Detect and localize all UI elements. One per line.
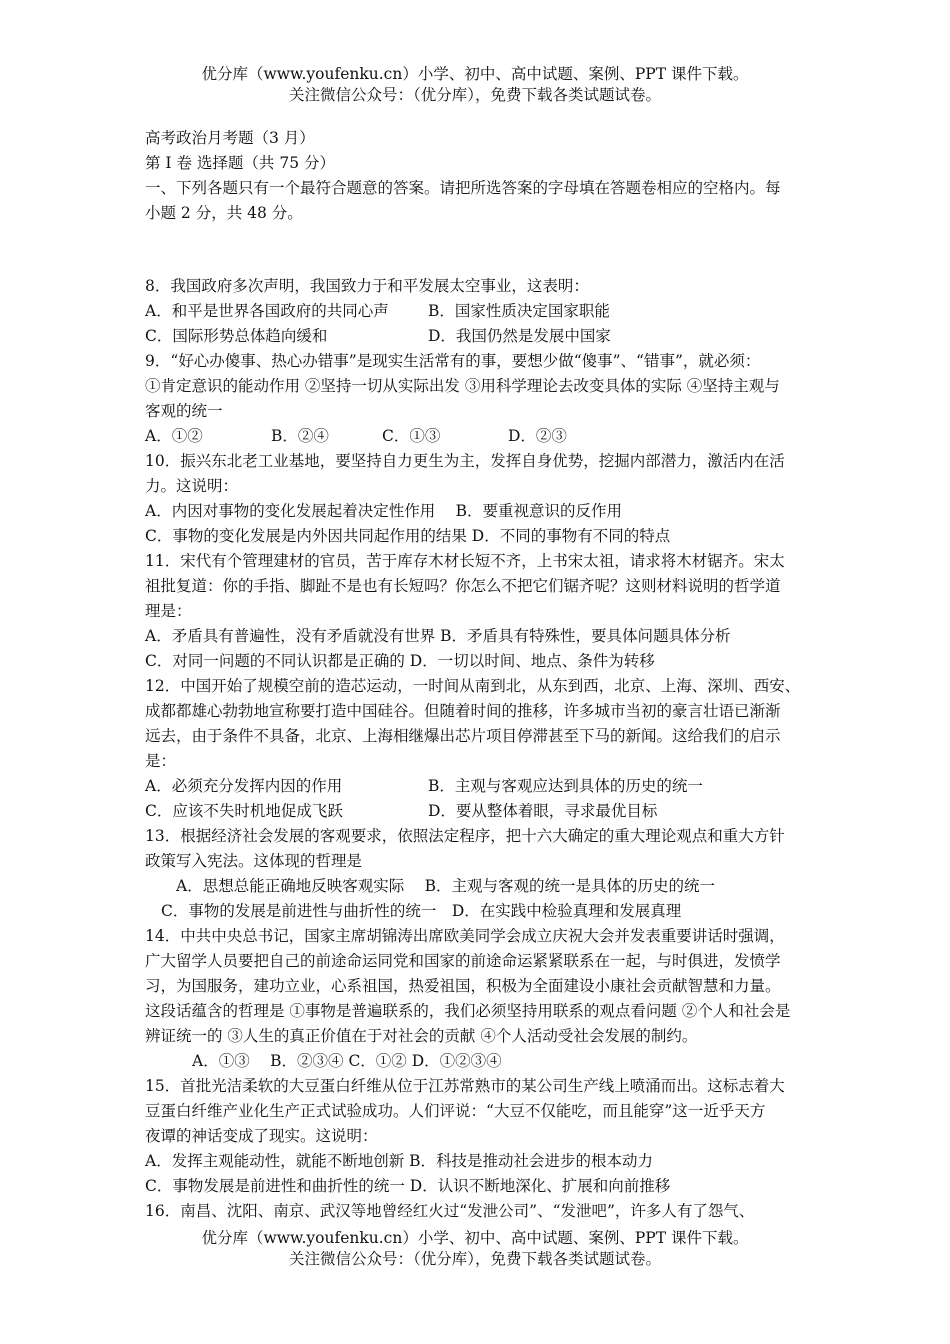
question-9-stem: ①肯定意识的能动作用 ②坚持一切从实际出发 ③用科学理论去改变具体的实际 ④坚持主观与 (145, 377, 780, 395)
question-12-stem: 远去，由于条件不具备，北京、上海相继爆出芯片项目停滞甚至下马的新闻。这给我们的启示 (145, 727, 781, 745)
option-c: C．国际形势总体趋向缓和 (145, 327, 328, 345)
option-b: B．②④ (271, 427, 329, 445)
option-d: D．我国仍然是发展中国家 (428, 327, 611, 345)
question-11-options-ab: A．矛盾具有普遍性，没有矛盾就没有世界 B．矛盾具有特殊性，要具体问题具体分析 (145, 627, 731, 645)
question-14-stem: 这段话蕴含的哲理是 ①事物是普遍联系的，我们必须坚持用联系的观点看问题 ②个人和社会是 (145, 1002, 791, 1020)
question-14-options: A．①③ B．②③④ C．①② D．①②③④ (192, 1052, 502, 1070)
exam-title: 高考政治月考题（3 月） (145, 129, 315, 147)
question-9-options-row (145, 424, 825, 449)
question-15-stem: 15．首批光洁柔软的大豆蛋白纤维从位于江苏常熟市的某公司生产线上喷涌而出。这标志着大 (145, 1077, 785, 1095)
footer-line-1: 优分库（www.youfenku.cn）小学、初中、高中试题、案例、PPT 课件下载。 (201, 1229, 749, 1247)
question-10-options-ab: A．内因对事物的变化发展起着决定性作用 B．要重视意识的反作用 (145, 502, 623, 520)
question-12-stem: 12．中国开始了规模空前的造芯运动，一时间从南到北，从东到西，北京、上海、深圳、西安、 (145, 677, 801, 695)
question-10-options-cd: C．事物的变化发展是内外因共同起作用的结果 D．不同的事物有不同的特点 (145, 527, 671, 545)
question-13-options-cd: C．事物的发展是前进性与曲折性的统一 D．在实践中检验真理和发展真理 (161, 902, 682, 920)
question-13-stem: 13．根据经济社会发展的客观要求，依照法定程序，把十六大确定的重大理论观点和重大方针 (145, 827, 785, 845)
question-15-stem: 夜谭的神话变成了现实。这说明： (145, 1127, 378, 1145)
question-14-stem: 习，为国服务，建功立业，心系祖国，热爱祖国，积极为全面建设小康社会贡献智慧和力量。 (145, 977, 781, 995)
option-d: D．②③ (508, 427, 567, 445)
question-14-stem: 14．中共中央总书记，国家主席胡锦涛出席欧美同学会成立庆祝大会并发表重要讲话时强调， (145, 927, 785, 945)
instructions-line: 一、下列各题只有一个最符合题意的答案。请把所选答案的字母填在答题卷相应的空格内。每 (145, 179, 781, 197)
question-11-stem: 11．宋代有个管理建材的官员，苦于库存木材长短不齐，上书宋太祖，请求将木材锯齐。宋太 (145, 552, 785, 570)
question-8-options-row (145, 299, 825, 324)
question-12-stem: 成都都雄心勃勃地宣称要打造中国硅谷。但随着时间的推移，许多城市当初的豪言壮语已渐渐 (145, 702, 781, 720)
question-8-options-row (145, 324, 825, 349)
question-9-stem: 客观的统一 (145, 402, 223, 420)
exam-body (145, 126, 825, 1224)
question-13-options-ab: A．思想总能正确地反映客观实际 B．主观与客观的统一是具体的历史的统一 (176, 877, 716, 895)
question-13-stem: 政策写入宪法。这体现的哲理是 (145, 852, 363, 870)
option-c: C．①③ (382, 427, 441, 445)
question-11-options-cd: C．对同一问题的不同认识都是正确的 D．一切以时间、地点、条件为转移 (145, 652, 655, 670)
option-a: A．①② (145, 427, 203, 445)
option-a: A．必须充分发挥内因的作用 (145, 777, 343, 795)
question-12-options-row (145, 774, 825, 799)
question-9-stem: 9．“好心办傻事、热心办错事”是现实生活常有的事，要想少做“傻事”、“错事”，就必须： (145, 352, 761, 370)
option-b: B．国家性质决定国家职能 (428, 302, 610, 320)
part-heading: 第 I 卷 选择题（共 75 分） (145, 154, 335, 172)
option-d: D．要从整体着眼，寻求最优目标 (428, 802, 658, 820)
footer-line-2: 关注微信公众号：（优分库），免费下载各类试题试卷。 (288, 1250, 661, 1268)
question-12-stem: 是： (145, 752, 177, 770)
question-10-stem: 10．振兴东北老工业基地，要坚持自力更生为主，发挥自身优势，挖掘内部潜力，激活内在活 (145, 452, 785, 470)
question-11-stem: 理是： (145, 602, 192, 620)
question-14-stem: 广大留学人员要把自己的前途命运同党和国家的前途命运紧紧联系在一起，与时俱进，发愤学 (145, 952, 781, 970)
question-15-stem: 豆蛋白纤维产业化生产正式试验成功。人们评说：“大豆不仅能吃，而且能穿”这一近乎天方 (145, 1102, 766, 1120)
option-c: C．应该不失时机地促成飞跃 (145, 802, 343, 820)
option-a: A．和平是世界各国政府的共同心声 (145, 302, 389, 320)
question-16-stem: 16．南昌、沈阳、南京、武汉等地曾经红火过“发泄公司”、“发泄吧”，许多人有了怨气、 (145, 1202, 755, 1220)
question-12-options-row (145, 799, 825, 824)
question-15-options-cd: C．事物发展是前进性和曲折性的统一 D．认识不断地深化、扩展和向前推移 (145, 1177, 671, 1195)
question-11-stem: 祖批复道：你的手指、脚趾不是也有长短吗？你怎么不把它们锯齐呢？这则材料说明的哲学道 (145, 577, 781, 595)
header-line-1: 优分库（www.youfenku.cn）小学、初中、高中试题、案例、PPT 课件下载。 (201, 65, 749, 83)
question-10-stem: 力。这说明： (145, 477, 239, 495)
header-line-2: 关注微信公众号：（优分库），免费下载各类试题试卷。 (288, 86, 661, 104)
page-footer (0, 1228, 950, 1270)
page-header (0, 64, 950, 106)
instructions-line: 小题 2 分，共 48 分。 (145, 204, 303, 222)
question-15-options-ab: A．发挥主观能动性，就能不断地创新 B．科技是推动社会进步的根本动力 (145, 1152, 654, 1170)
question-8-stem: 8．我国政府多次声明，我国致力于和平发展太空事业，这表明： (145, 277, 589, 295)
question-14-stem: 辨证统一的 ③人生的真正价值在于对社会的贡献 ④个人活动受社会发展的制约。 (145, 1027, 698, 1045)
option-b: B．主观与客观应达到具体的历史的统一 (428, 777, 703, 795)
